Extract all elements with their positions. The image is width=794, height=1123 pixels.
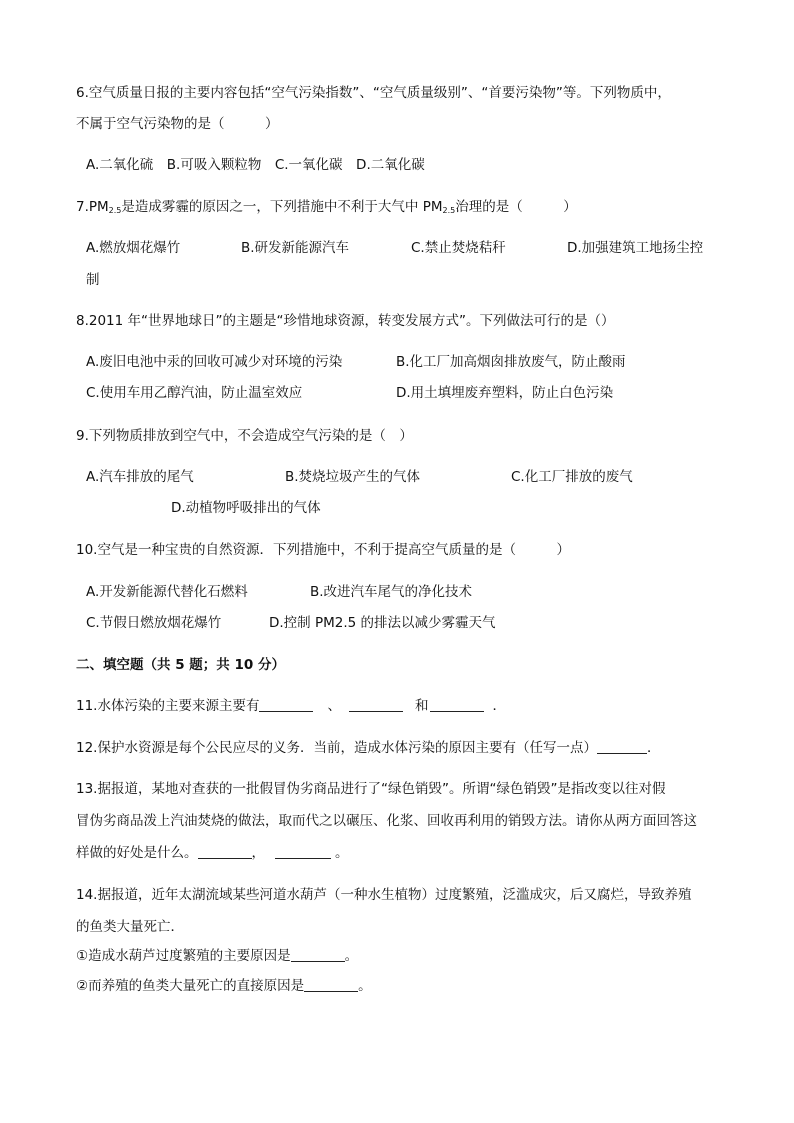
- q14-sub2-end: 。: [358, 978, 372, 994]
- q14-blank-1[interactable]: [291, 947, 345, 962]
- q7-prefix: 7.PM: [76, 199, 109, 215]
- q9-option-c: C.化工厂排放的废气: [511, 469, 633, 485]
- q7-subscript-2: 2.5: [442, 206, 456, 215]
- q9-option-b: B.焚烧垃圾产生的气体: [285, 469, 421, 485]
- q13-blank-1[interactable]: [198, 844, 252, 859]
- q14-sub2-text: ②而养殖的鱼类大量死亡的直接原因是: [76, 978, 305, 994]
- q6-stem-line1: 6.空气质量日报的主要内容包括“空气污染指数”、“空气质量级别”、“首要污染物”等。下列物质中，: [76, 85, 671, 101]
- q9-option-d: D.动植物呼吸排出的气体: [171, 500, 321, 516]
- q10-option-b: B.改进汽车尾气的净化技术: [310, 584, 473, 600]
- q8-option-d: D.用土填埋废弃塑料，防止白色污染: [396, 385, 614, 401]
- q8-option-a: A.废旧电池中汞的回收可减少对环境的污染: [86, 354, 343, 370]
- q11-blank-1[interactable]: [259, 697, 313, 712]
- section-heading: 二、填空题（共 5 题；共 10 分）: [76, 657, 285, 673]
- q10-option-a: A.开发新能源代替化石燃料: [86, 584, 248, 600]
- q6-stem-line2: 不属于空气污染物的是（ ）: [76, 116, 279, 132]
- q11-blank-3[interactable]: [430, 697, 484, 712]
- q8-option-b: B.化工厂加高烟囱排放废气，防止酸雨: [396, 354, 626, 370]
- q14-sub1-text: ①造成水葫芦过度繁殖的主要原因是: [76, 948, 291, 964]
- q7-option-d: D.加强建筑工地扬尘控: [567, 240, 704, 256]
- q9-stem: 9.下列物质排放到空气中，不会造成空气污染的是（ ）: [76, 428, 413, 444]
- q13-line2: 冒伪劣商品泼上汽油焚烧的做法，取而代之以碾压、化浆、回收再利用的销毁方法。请你从两方面回答这: [76, 813, 697, 829]
- q12-text: 12.保护水资源是每个公民应尽的义务．当前，造成水体污染的原因主要有（任写一点）: [76, 740, 597, 756]
- q14-line2: 的鱼类大量死亡．: [76, 919, 184, 935]
- q13-line3-text: 样做的好处是什么。: [76, 845, 198, 861]
- q11: [76, 696, 506, 716]
- q11-blank-2[interactable]: [349, 697, 403, 712]
- q8-option-c: C.使用车用乙醇汽油，防止温室效应: [86, 385, 303, 401]
- q12-end: ．: [646, 740, 661, 756]
- q7-stem: [76, 197, 577, 217]
- q7-option-c: C.禁止焚烧秸秆: [411, 240, 506, 256]
- q13-blank-2[interactable]: [275, 844, 331, 859]
- q12-blank[interactable]: [597, 739, 647, 754]
- q7-suffix: 治理的是（ ）: [455, 199, 577, 215]
- q8-stem: 8.2011 年“世界地球日”的主题是“珍惜地球资源，转变发展方式”。下列做法可行的是（）: [76, 313, 615, 329]
- q10-option-c: C.节假日燃放烟花爆竹: [86, 615, 222, 631]
- q13-line1: 13.据报道，某地对查获的一批假冒伪劣商品进行了“绿色销毁”。所谓“绿色销毁”是指改变以往对假: [76, 781, 666, 797]
- q14-line1: 14.据报道，近年太湖流域某些河道水葫芦（一种水生植物）过度繁殖，泛滥成灾，后又腐烂，导致养殖: [76, 887, 692, 903]
- q13-line3: [76, 843, 349, 863]
- q14-blank-2[interactable]: [304, 977, 358, 992]
- q9-option-a: A.汽车排放的尾气: [86, 469, 194, 485]
- q14-sub1-end: 。: [344, 948, 359, 964]
- q11-sep-1: 、: [327, 698, 341, 714]
- q11-sep-2: 和: [414, 698, 429, 714]
- q7-option-a: A.燃放烟花爆竹: [86, 240, 181, 256]
- q14-sub2: [76, 976, 372, 996]
- q6-options: A.二氧化硫 B.可吸入颗粒物 C.一氧化碳 D.二氧化碳: [86, 157, 425, 173]
- q11-text: 11.水体污染的主要来源主要有: [76, 698, 260, 714]
- q11-end: ．: [492, 698, 506, 714]
- q13-end: 。: [335, 845, 349, 861]
- q10-stem: 10.空气是一种宝贵的自然资源．下列措施中，不利于提高空气质量的是（ ）: [76, 542, 570, 558]
- q7-option-d-cont: 制: [86, 272, 100, 288]
- q12: [76, 738, 660, 758]
- q7-subscript: 2.5: [108, 206, 122, 215]
- q14-sub1: [76, 946, 358, 966]
- q7-mid: 是造成雾霾的原因之一，下列措施中不利于大气中 PM: [121, 199, 443, 215]
- q7-option-b: B.研发新能源汽车: [241, 240, 350, 256]
- q13-comma: ，: [251, 845, 265, 861]
- q10-option-d: D.控制 PM2.5 的排法以减少雾霾天气: [269, 615, 496, 631]
